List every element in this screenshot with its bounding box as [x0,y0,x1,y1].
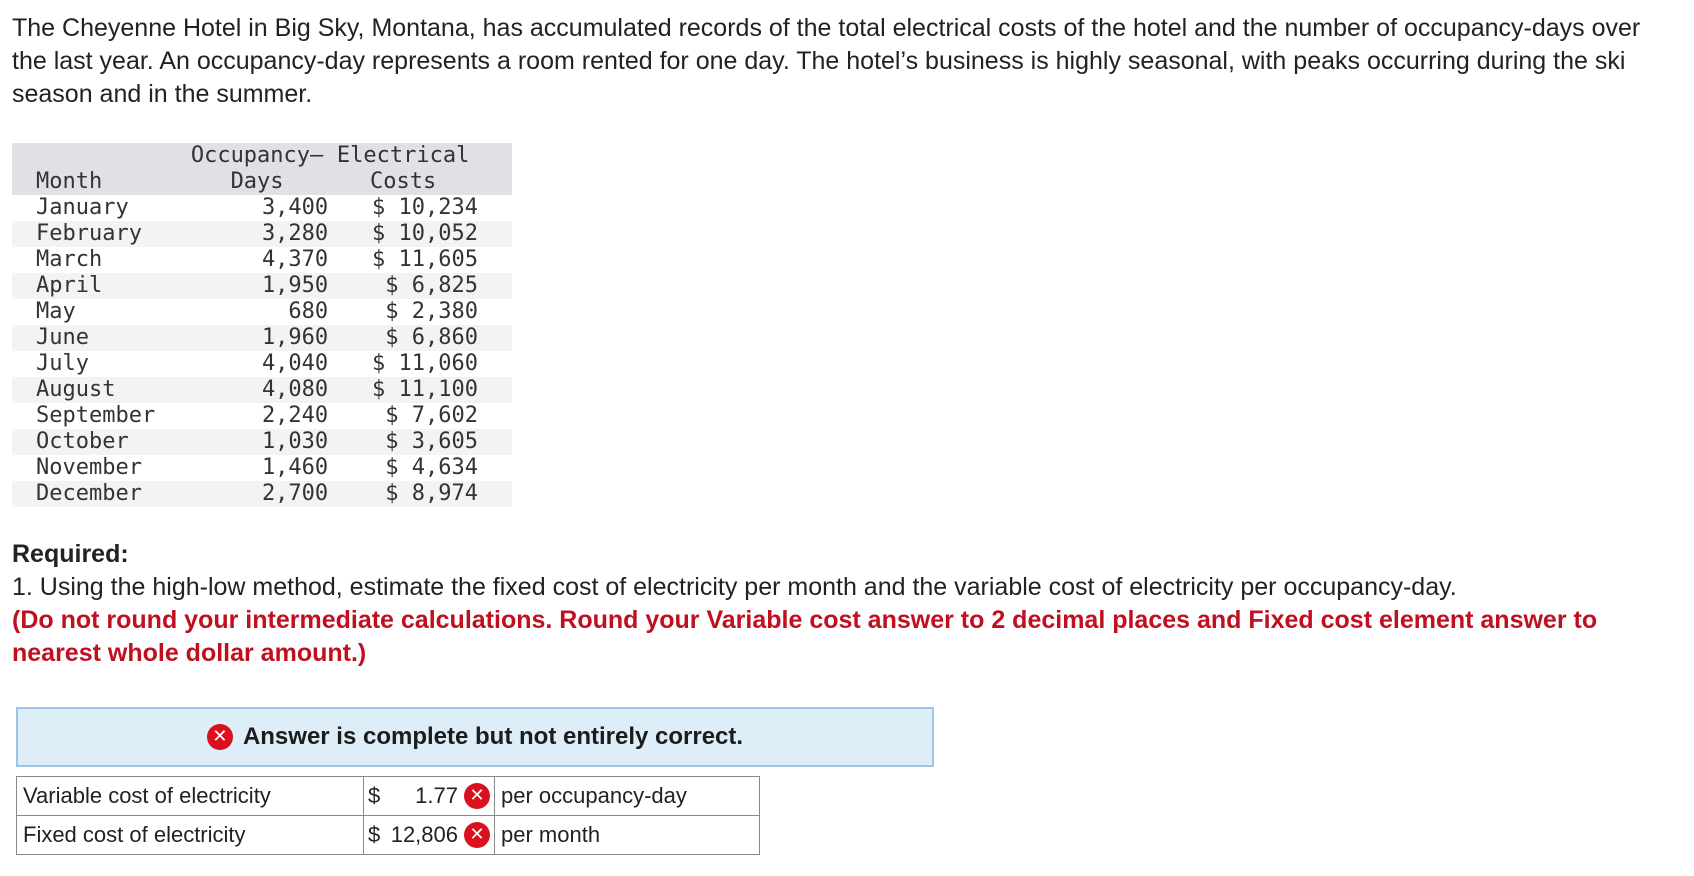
table-header-row [12,143,512,195]
cell-cost: $ 11,605 [328,247,512,273]
required-instructions: (Do not round your intermediate calculations. Round your Variable cost answer to 2 decimal places and Fixed cost element answer to nearest whole dollar amount.) [12,606,1598,667]
cell-month: November [12,455,186,481]
header-occupancy-line1: Occupancy– [190,143,324,168]
answer-unit: per occupancy-day [495,777,760,816]
table-row [12,273,512,299]
answer-row-variable-cost [17,777,760,816]
header-costs-line1: Electrical [336,143,470,168]
cell-cost: $ 11,100 [328,377,512,403]
cell-cost: $ 10,052 [328,221,512,247]
header-occupancy-days [186,143,328,195]
table-row [12,299,512,325]
answer-label: Fixed cost of electricity [17,816,364,855]
cell-month: January [12,195,186,221]
currency-symbol: $ [368,783,381,808]
answer-unit: per month [495,816,760,855]
table-row [12,325,512,351]
cell-month: December [12,481,186,507]
occupancy-cost-table [12,143,512,507]
cell-month: March [12,247,186,273]
required-question: 1. Using the high-low method, estimate the fixed cost of electricity per month and the variable cost of electricity per occupancy-day. [12,573,1457,601]
answer-status-banner [16,707,934,767]
cell-occupancy: 1,960 [186,325,328,351]
table-row [12,377,512,403]
cell-cost: $ 11,060 [328,351,512,377]
table-row [12,429,512,455]
header-electrical-costs [328,143,512,195]
incorrect-x-icon: ✕ [464,783,490,809]
cell-month: June [12,325,186,351]
cell-cost: $ 4,634 [328,455,512,481]
table-row [12,403,512,429]
cell-cost: $ 2,380 [328,299,512,325]
cell-month: August [12,377,186,403]
header-month: Month [36,169,103,194]
answer-value-cell[interactable] [364,777,495,816]
table-row [12,481,512,507]
cell-occupancy: 4,370 [186,247,328,273]
cell-month: September [12,403,186,429]
cell-cost: $ 6,860 [328,325,512,351]
cell-occupancy: 1,460 [186,455,328,481]
answer-table [16,776,760,855]
table-row [12,455,512,481]
answer-row-fixed-cost [17,816,760,855]
required-label: Required: [12,540,129,568]
cell-occupancy: 3,400 [186,195,328,221]
cell-month: October [12,429,186,455]
answer-status-text: Answer is complete but not entirely correct. [242,723,744,750]
cell-occupancy: 4,040 [186,351,328,377]
cell-occupancy: 2,700 [186,481,328,507]
header-costs-line2: Costs [369,169,437,194]
cell-cost: $ 7,602 [328,403,512,429]
table-row [12,221,512,247]
cell-occupancy: 1,950 [186,273,328,299]
answer-input-variable-cost[interactable]: 1.77 [415,783,458,808]
cell-month: April [12,273,186,299]
cell-occupancy: 1,030 [186,429,328,455]
cell-month: February [12,221,186,247]
table-row [12,195,512,221]
cell-month: July [12,351,186,377]
answer-input-fixed-cost[interactable]: 12,806 [390,822,458,847]
cell-cost: $ 6,825 [328,273,512,299]
cell-occupancy: 680 [186,299,328,325]
x-circle-icon: ✕ [207,724,233,750]
table-row [12,351,512,377]
cell-cost: $ 3,605 [328,429,512,455]
answer-label: Variable cost of electricity [17,777,364,816]
cell-occupancy: 3,280 [186,221,328,247]
table-row [12,247,512,273]
cell-cost: $ 10,234 [328,195,512,221]
cell-occupancy: 2,240 [186,403,328,429]
cell-cost: $ 8,974 [328,481,512,507]
required-section [12,538,1692,670]
problem-intro: The Cheyenne Hotel in Big Sky, Montana, has accumulated records of the total electrical costs of the hotel and the number of occupancy-days over the last year. An occupancy-day represents a room rented for one day. The hotel’s business is highly seasonal, with peaks occurring during the ski season and in the summer. [12,14,1641,108]
header-occupancy-line2: Days [230,169,284,194]
incorrect-x-icon: ✕ [464,822,490,848]
answer-value-cell[interactable] [364,816,495,855]
cell-month: May [12,299,186,325]
currency-symbol: $ [368,822,381,847]
cell-occupancy: 4,080 [186,377,328,403]
